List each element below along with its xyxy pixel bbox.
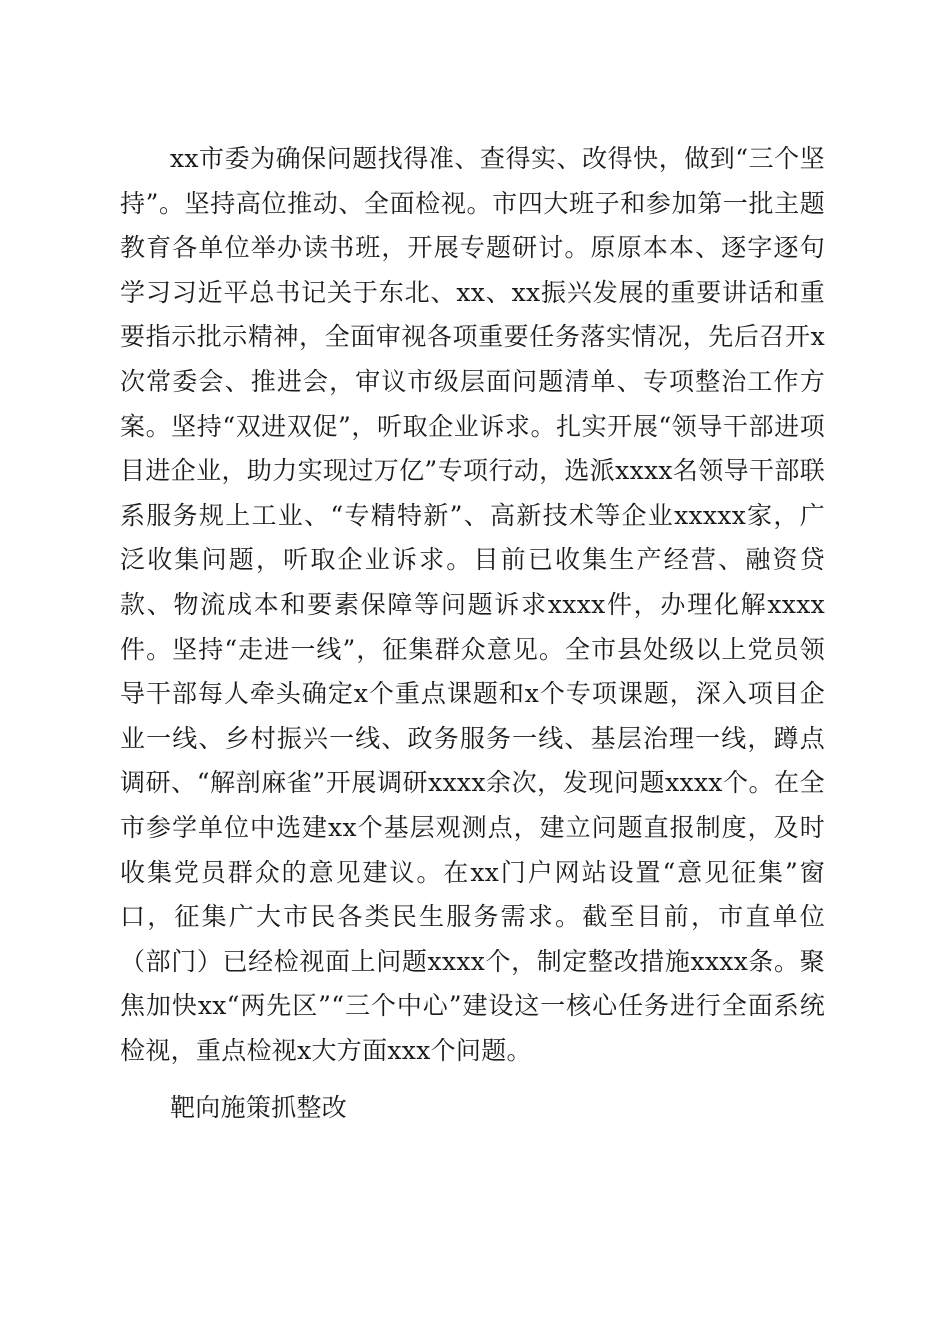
body-paragraph: xx市委为确保问题找得准、查得实、改得快，做到“三个坚持”。坚持高位推动、全面检视。市四大班子和参加第一批主题教育各单位举办读书班，开展专题研讨。原原本本、逐字逐句学习习近平总书记关于东北、xx、xx振兴发展的重要讲话和重要指示批示精神，全面审视各项重要任务落实情况，先后召开x次常委会、推进会，审议市级层面问题清单、专项整治工作方案。坚持“双进双促”，听取企业诉求。扎实开展“领导干部进项目进企业，助力实现过万亿”专项行动，选派xxxx名领导干部联系服务规上工业、“专精特新”、高新技术等企业xxxxx家，广泛收集问题，听取企业诉求。目前已收集生产经营、融资贷款、物流成本和要素保障等问题诉求xxxx件，办理化解xxxx件。坚持“走进一线”，征集群众意见。全市县处级以上党员领导干部每人牵头确定x个重点课题和x个专项课题，深入项目企业一线、乡村振兴一线、政务服务一线、基层治理一线，蹲点调研、“解剖麻雀”开展调研xxxx余次，发现问题xxxx个。在全市参学单位中选建xx个基层观测点，建立问题直报制度，及时收集党员群众的意见建议。在xx门户网站设置“意见征集”窗口，征集广大市民各类民生服务需求。截至目前，市直单位（部门）已经检视面上问题xxxx个，制定整改措施xxxx条。聚焦加快xx“两先区”“三个中心”建设这一核心任务进行全面系统检视，重点检视x大方面xxx个问题。 — [120, 144, 825, 1065]
section-heading: 靶向施策抓整改 — [170, 1093, 348, 1122]
